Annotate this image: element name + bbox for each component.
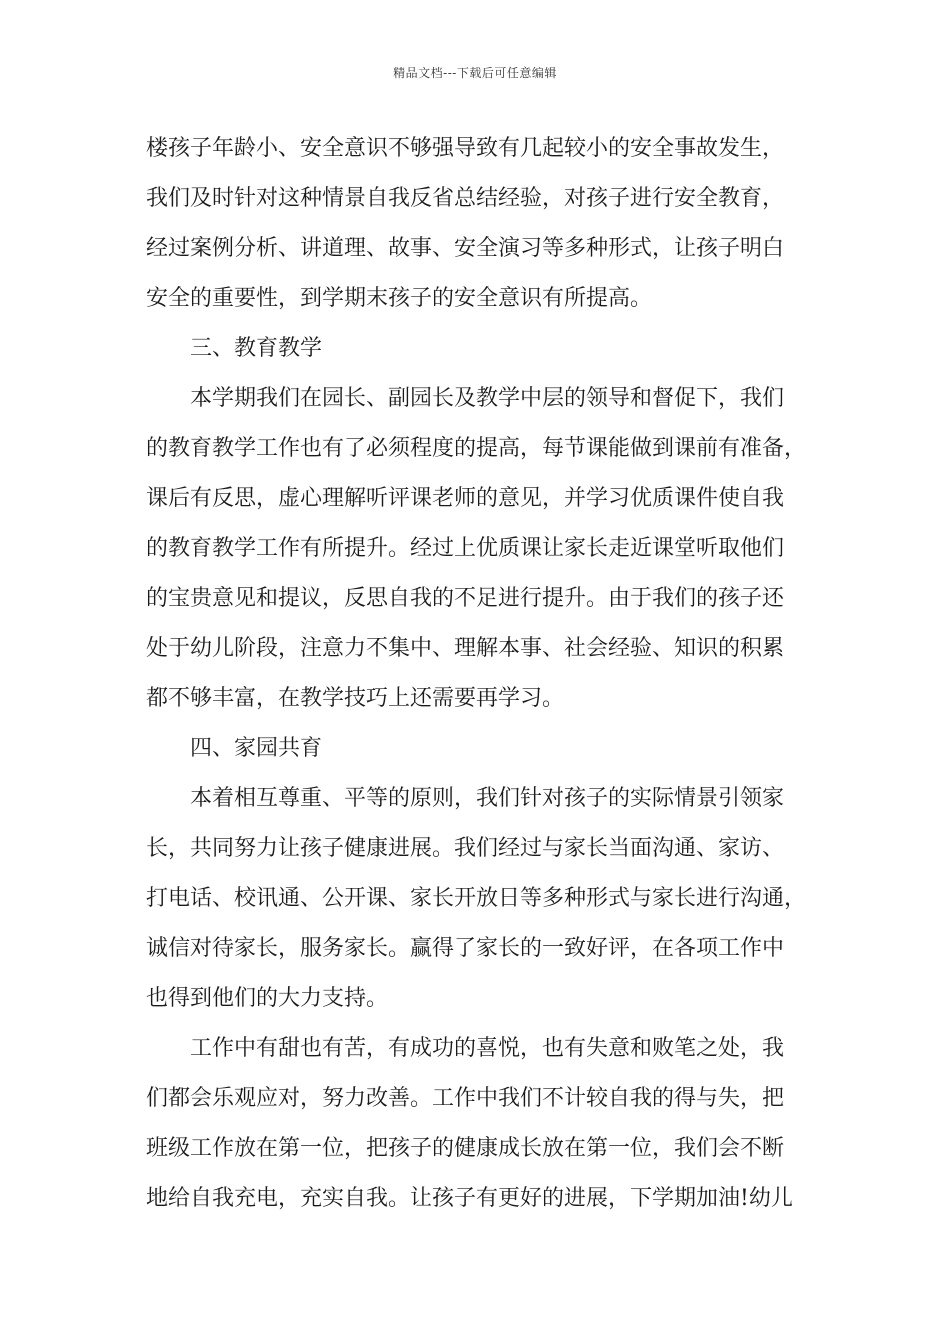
paragraph [146,124,826,324]
paragraph [146,774,826,1024]
text-line: 本学期我们在园长、副园长及教学中层的领导和督促下，我们 [190,386,785,411]
text-line: 们都会乐观应对，努力改善。工作中我们不计较自我的得与失，把 [146,1086,785,1111]
text-line: 都不够丰富，在教学技巧上还需要再学习。 [146,686,565,711]
paragraph [146,1024,826,1224]
text-line: 课后有反思，虚心理解听评课老师的意见，并学习优质课件使自我 [146,486,785,511]
text-line: 也得到他们的大力支持。 [146,986,389,1011]
text-line: 处于幼儿阶段，注意力不集中、理解本事、社会经验、知识的积累 [146,636,785,661]
document-body [146,124,826,1224]
text-line: 工作中有甜也有苦，有成功的喜悦，也有失意和败笔之处，我 [190,1036,785,1061]
text-line: 的教育教学工作有所提升。经过上优质课让家长走近课堂听取他们 [146,536,785,561]
page-header: 精品文档---下载后可任意编辑 [393,66,557,80]
text-line: 经过案例分析、讲道理、故事、安全演习等多种形式，让孩子明白 [146,236,785,261]
text-line: 班级工作放在第一位，把孩子的健康成长放在第一位，我们会不断 [146,1136,785,1161]
text-line: 本着相互尊重、平等的原则，我们针对孩子的实际情景引领家 [190,786,785,811]
text-line: 安全的重要性，到学期末孩子的安全意识有所提高。 [146,286,653,311]
text-line: 地给自我充电，充实自我。让孩子有更好的进展，下学期加油!幼儿 [146,1186,793,1211]
paragraph [146,324,826,374]
text-line: 的宝贵意见和提议，反思自我的不足进行提升。由于我们的孩子还 [146,586,785,611]
text-line: 三、教育教学 [190,336,323,361]
text-line: 四、家园共育 [190,736,323,761]
text-line: 我们及时针对这种情景自我反省总结经验，对孩子进行安全教育， [146,186,785,211]
text-line: 长，共同努力让孩子健康进展。我们经过与家长当面沟通、家访、 [146,836,785,861]
text-line: 诚信对待家长，服务家长。赢得了家长的一致好评，在各项工作中 [146,936,785,961]
paragraph [146,374,826,724]
text-line: 打电话、校讯通、公开课、家长开放日等多种形式与家长进行沟通， [146,886,807,911]
paragraph [146,724,826,774]
text-line: 楼孩子年龄小、安全意识不够强导致有几起较小的安全事故发生， [146,136,785,161]
text-line: 的教育教学工作也有了必须程度的提高，每节课能做到课前有准备， [146,436,807,461]
